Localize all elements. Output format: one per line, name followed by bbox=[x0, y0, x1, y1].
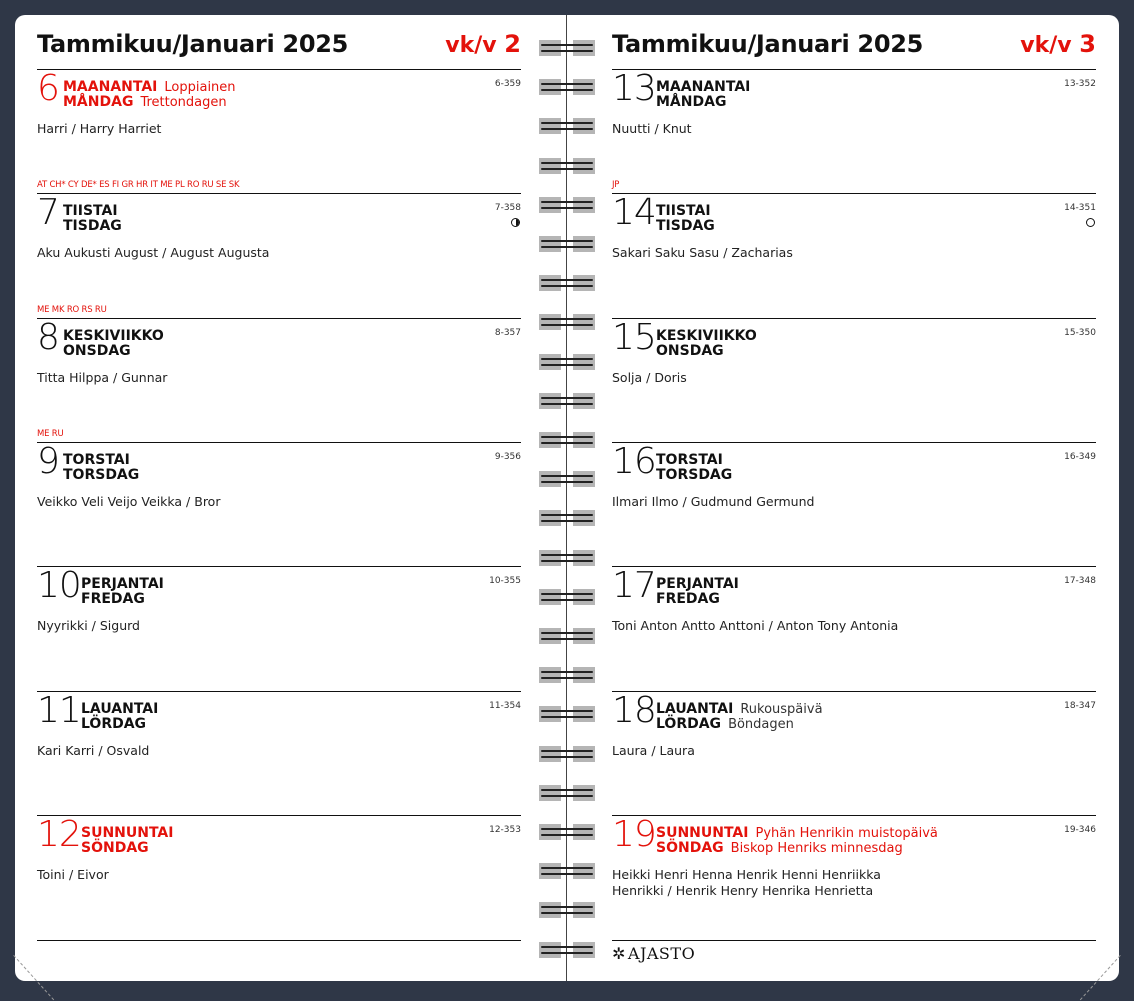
day-number: 17 bbox=[612, 565, 656, 606]
day-number: 7 bbox=[37, 192, 59, 233]
day-entry bbox=[37, 814, 521, 941]
day-rule bbox=[37, 815, 521, 816]
spiral-ring bbox=[539, 393, 595, 409]
weekday-fi: PERJANTAI bbox=[81, 576, 164, 592]
holiday-fi: Pyhän Henrikin muistopäivä bbox=[755, 826, 938, 841]
weekday-sv: SÖNDAG bbox=[656, 840, 724, 856]
holiday-sv: Böndagen bbox=[728, 717, 794, 732]
weekday-fi: TORSTAI bbox=[656, 452, 723, 468]
day-number: 14 bbox=[612, 192, 656, 233]
spiral-ring bbox=[539, 628, 595, 644]
name-days: Nyyrikki / Sigurd bbox=[37, 618, 140, 633]
day-rule bbox=[37, 691, 521, 692]
spiral-ring bbox=[539, 746, 595, 762]
page-title: Tammikuu/Januari 2025 bbox=[612, 30, 924, 58]
spiral-ring bbox=[539, 197, 595, 213]
weekday-fi: SUNNUNTAI bbox=[81, 825, 174, 841]
spiral-ring bbox=[539, 118, 595, 134]
weekday-fi: LAUANTAI bbox=[656, 701, 734, 717]
day-entry bbox=[37, 192, 521, 319]
weekday-fi: SUNNUNTAI bbox=[656, 825, 749, 841]
holiday-sv: Trettondagen bbox=[140, 95, 227, 110]
spiral-ring bbox=[539, 354, 595, 370]
spiral-ring bbox=[539, 275, 595, 291]
weekday-sv: FREDAG bbox=[656, 591, 720, 607]
name-days: Toni Anton Antto Anttoni / Anton Tony Antonia bbox=[612, 618, 899, 633]
spiral-ring bbox=[539, 785, 595, 801]
name-days: Solja / Doris bbox=[612, 370, 687, 385]
day-of-year: 7-358 bbox=[494, 203, 521, 213]
weekday-sv: FREDAG bbox=[81, 591, 145, 607]
week-prefix: vk/v bbox=[1020, 33, 1072, 58]
country-holidays: ME MK RO RS RU bbox=[37, 305, 107, 315]
weekday-sv: TORSDAG bbox=[63, 467, 140, 483]
day-rule bbox=[37, 566, 521, 567]
country-holidays: ME RU bbox=[37, 429, 64, 439]
day-number: 12 bbox=[37, 814, 81, 855]
country-holidays: JP bbox=[612, 180, 620, 190]
holiday-sv: Biskop Henriks minnesdag bbox=[730, 841, 903, 856]
week-number: 3 bbox=[1079, 30, 1096, 58]
weekday-sv: MÅNDAG bbox=[63, 94, 134, 110]
day-entry bbox=[612, 690, 1096, 817]
spiral-ring bbox=[539, 824, 595, 840]
name-days: Toini / Eivor bbox=[37, 867, 109, 882]
day-rule bbox=[612, 193, 1096, 194]
weekday-fi: LAUANTAI bbox=[81, 701, 159, 717]
day-of-year: 12-353 bbox=[489, 825, 521, 835]
name-days: Veikko Veli Veijo Veikka / Bror bbox=[37, 494, 221, 509]
bottom-rule bbox=[612, 940, 1096, 941]
day-entry bbox=[612, 192, 1096, 319]
weekday-fi: TORSTAI bbox=[63, 452, 130, 468]
weekday-sv: ONSDAG bbox=[656, 343, 724, 359]
moon-phase-icon bbox=[1086, 218, 1095, 227]
day-of-year: 17-348 bbox=[1064, 576, 1096, 586]
weekday-fi: TIISTAI bbox=[63, 203, 118, 219]
name-days: Kari Karri / Osvald bbox=[37, 743, 150, 758]
spiral-ring bbox=[539, 667, 595, 683]
day-entry bbox=[612, 317, 1096, 444]
day-entry bbox=[37, 68, 521, 195]
left-header bbox=[37, 30, 521, 68]
weekday-names bbox=[81, 702, 158, 732]
right-header bbox=[612, 30, 1096, 68]
day-rule bbox=[612, 566, 1096, 567]
spiral-ring bbox=[539, 942, 595, 958]
day-rule bbox=[612, 69, 1096, 70]
day-of-year: 6-359 bbox=[494, 79, 521, 89]
day-of-year: 19-346 bbox=[1064, 825, 1096, 835]
day-entry bbox=[37, 441, 521, 568]
weekday-sv: ONSDAG bbox=[63, 343, 131, 359]
weekday-names bbox=[656, 204, 715, 234]
bottom-rule bbox=[37, 940, 521, 941]
day-of-year: 13-352 bbox=[1064, 79, 1096, 89]
spiral-ring bbox=[539, 236, 595, 252]
weekday-names bbox=[63, 204, 122, 234]
name-days: Titta Hilppa / Gunnar bbox=[37, 370, 168, 385]
day-number: 8 bbox=[37, 317, 59, 358]
weekday-sv: TISDAG bbox=[656, 218, 715, 234]
weekday-names bbox=[81, 826, 173, 856]
day-entry bbox=[37, 565, 521, 692]
holiday-fi: Loppiainen bbox=[164, 80, 236, 95]
spiral-ring bbox=[539, 314, 595, 330]
day-rule bbox=[37, 318, 521, 319]
week-label bbox=[1020, 30, 1096, 58]
day-of-year: 14-351 bbox=[1064, 203, 1096, 213]
spiral-ring bbox=[539, 471, 595, 487]
day-number: 11 bbox=[37, 690, 81, 731]
day-of-year: 8-357 bbox=[494, 328, 521, 338]
day-number: 15 bbox=[612, 317, 656, 358]
spiral-ring bbox=[539, 550, 595, 566]
weekday-names bbox=[63, 80, 236, 110]
name-days: Harri / Harry Harriet bbox=[37, 121, 162, 136]
spiral-ring bbox=[539, 863, 595, 879]
name-days: Ilmari Ilmo / Gudmund Germund bbox=[612, 494, 815, 509]
day-entry bbox=[37, 690, 521, 817]
day-rule bbox=[37, 69, 521, 70]
weekday-fi: KESKIVIIKKO bbox=[656, 328, 757, 344]
day-entry bbox=[37, 317, 521, 444]
spiral-ring bbox=[539, 79, 595, 95]
day-entry bbox=[612, 565, 1096, 692]
day-number: 10 bbox=[37, 565, 81, 606]
brand-star-icon: ✲ bbox=[612, 944, 626, 963]
spiral-ring bbox=[539, 432, 595, 448]
spiral-ring bbox=[539, 706, 595, 722]
spiral-ring bbox=[539, 589, 595, 605]
day-number: 13 bbox=[612, 68, 656, 109]
weekday-names bbox=[656, 826, 938, 856]
weekday-fi: MAANANTAI bbox=[656, 79, 751, 95]
page-title: Tammikuu/Januari 2025 bbox=[37, 30, 349, 58]
weekday-names bbox=[81, 577, 164, 607]
day-of-year: 10-355 bbox=[489, 576, 521, 586]
day-entry bbox=[612, 68, 1096, 195]
spiral-ring bbox=[539, 40, 595, 56]
week-prefix: vk/v bbox=[445, 33, 497, 58]
weekday-names bbox=[656, 702, 823, 732]
weekday-fi: KESKIVIIKKO bbox=[63, 328, 164, 344]
name-days: Sakari Saku Sasu / Zacharias bbox=[612, 245, 793, 260]
day-of-year: 18-347 bbox=[1064, 701, 1096, 711]
weekday-names bbox=[63, 329, 164, 359]
name-days: Laura / Laura bbox=[612, 743, 695, 758]
weekday-names bbox=[656, 453, 732, 483]
week-number: 2 bbox=[504, 30, 521, 58]
moon-phase-icon bbox=[511, 218, 520, 227]
spiral-ring bbox=[539, 510, 595, 526]
day-number: 6 bbox=[37, 68, 59, 109]
day-number: 9 bbox=[37, 441, 59, 482]
weekday-names bbox=[656, 80, 750, 110]
day-rule bbox=[37, 193, 521, 194]
name-days: Nuutti / Knut bbox=[612, 121, 692, 136]
holiday-fi: Rukouspäivä bbox=[740, 702, 823, 717]
day-of-year: 9-356 bbox=[494, 452, 521, 462]
weekday-sv: TISDAG bbox=[63, 218, 122, 234]
day-number: 16 bbox=[612, 441, 656, 482]
weekday-sv: MÅNDAG bbox=[656, 94, 727, 110]
weekday-fi: MAANANTAI bbox=[63, 79, 158, 95]
name-days: Heikki Henri Henna Henrik Henni Henriikka Henrikki / Henrik Henry Henrika Henrietta bbox=[612, 867, 881, 898]
weekday-sv: SÖNDAG bbox=[81, 840, 149, 856]
day-rule bbox=[37, 442, 521, 443]
brand-logo bbox=[612, 944, 695, 963]
name-days: Aku Aukusti August / August Augusta bbox=[37, 245, 270, 260]
spiral-ring bbox=[539, 158, 595, 174]
weekday-names bbox=[63, 453, 139, 483]
weekday-names bbox=[656, 577, 739, 607]
day-number: 18 bbox=[612, 690, 656, 731]
weekday-fi: PERJANTAI bbox=[656, 576, 739, 592]
day-of-year: 15-350 bbox=[1064, 328, 1096, 338]
weekday-sv: TORSDAG bbox=[656, 467, 733, 483]
weekday-names bbox=[656, 329, 757, 359]
brand-name: AJASTO bbox=[627, 944, 696, 963]
weekday-sv: LÖRDAG bbox=[656, 716, 722, 732]
day-rule bbox=[612, 318, 1096, 319]
week-label bbox=[445, 30, 521, 58]
day-rule bbox=[612, 442, 1096, 443]
spiral-ring bbox=[539, 902, 595, 918]
day-of-year: 11-354 bbox=[489, 701, 521, 711]
day-entry bbox=[612, 441, 1096, 568]
day-number: 19 bbox=[612, 814, 656, 855]
day-of-year: 16-349 bbox=[1064, 452, 1096, 462]
day-entry bbox=[612, 814, 1096, 941]
day-rule bbox=[612, 815, 1096, 816]
day-rule bbox=[612, 691, 1096, 692]
weekday-fi: TIISTAI bbox=[656, 203, 711, 219]
country-holidays: AT CH* CY DE* ES FI GR HR IT ME PL RO RU SE SK bbox=[37, 180, 240, 190]
weekday-sv: LÖRDAG bbox=[81, 716, 147, 732]
